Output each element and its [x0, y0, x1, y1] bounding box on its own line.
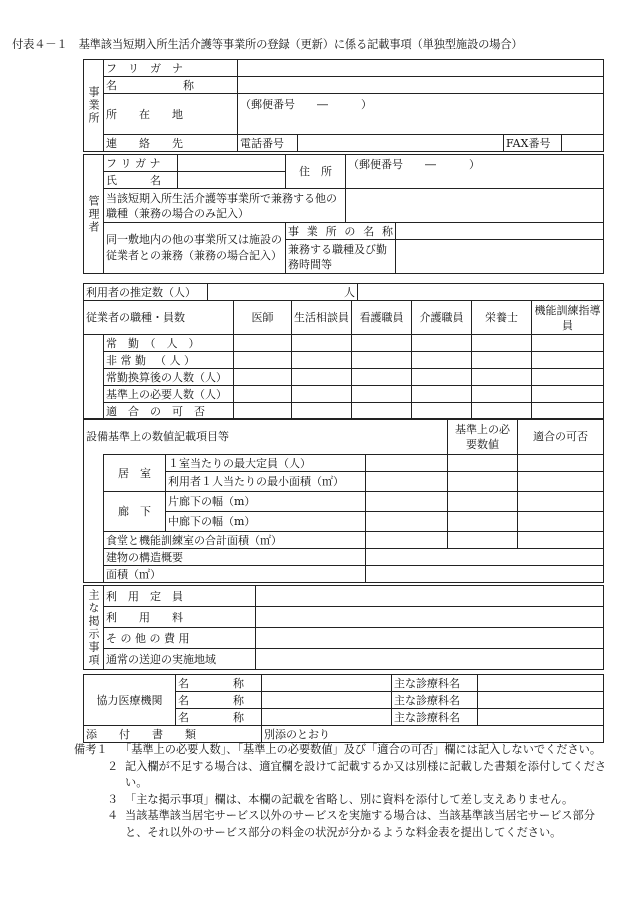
staff-col-nurse: 看護職員 — [352, 301, 412, 335]
remark-text: 「基準上の必要人数」、「基準上の必要数値」及び「適合の可否」欄には記入しないでください。 — [120, 743, 602, 756]
staff-cell[interactable] — [352, 386, 412, 403]
users-table — [83, 283, 604, 301]
facility-cell[interactable] — [366, 472, 448, 492]
staff-cell[interactable] — [532, 335, 604, 352]
manager-name-label: 氏 名 — [104, 172, 178, 189]
facility-cell[interactable] — [448, 455, 518, 472]
facility-required-header: 基準上の必要数値 — [448, 419, 518, 455]
facility-area: 面積（㎡） — [104, 566, 366, 583]
manager-job-hours-label: 兼務する職種及び勤務時間等 — [286, 240, 396, 274]
staff-cell[interactable] — [352, 403, 412, 420]
staff-col-trainer: 機能訓練指導員 — [532, 301, 604, 335]
facility-corridor-label: 廊 下 — [104, 492, 166, 532]
notice-transport-field[interactable] — [256, 649, 604, 670]
staff-cell[interactable] — [472, 403, 532, 420]
users-estimate-unit: 人 — [344, 285, 355, 299]
medical-name-field[interactable] — [262, 692, 392, 709]
office-phone-field[interactable] — [298, 135, 504, 152]
staff-cell[interactable] — [234, 335, 292, 352]
notices-section-label: 主な掲示事項 — [84, 586, 104, 670]
staff-col-doctor: 医師 — [234, 301, 292, 335]
notice-other-costs-label: そ の 他 の 費 用 — [104, 628, 256, 649]
manager-concurrent-job-label: 当該短期入所生活介護等事業所で兼務する他の職種（兼務の場合のみ記入） — [104, 189, 346, 223]
remark-item — [79, 808, 614, 841]
manager-furigana-field[interactable] — [178, 155, 286, 172]
medical-dept-field[interactable] — [478, 675, 604, 692]
facility-conformity-header: 適合の可否 — [518, 419, 604, 455]
medical-dept-label: 主な診療科名 — [392, 675, 478, 692]
medical-name-label: 名 称 — [176, 709, 262, 726]
office-contact-label: 連 絡 先 — [104, 135, 238, 152]
facility-room-label: 居 室 — [104, 455, 166, 492]
staff-cell[interactable] — [234, 403, 292, 420]
staff-row-required: 基準上の必要人数（人） — [104, 386, 234, 403]
notice-fee-field[interactable] — [256, 607, 604, 628]
staff-cell[interactable] — [352, 369, 412, 386]
remark-item — [74, 742, 609, 759]
remark-number: ２ — [107, 759, 119, 773]
staff-cell[interactable] — [234, 352, 292, 369]
remark-number: 備考１ — [74, 743, 108, 756]
attachments-value: 別添のとおり — [262, 726, 604, 743]
staff-row-fte: 常勤換算後の人数（人） — [104, 369, 234, 386]
staff-cell[interactable] — [234, 369, 292, 386]
staff-cell[interactable] — [292, 403, 352, 420]
facility-area-field[interactable] — [366, 566, 604, 583]
office-name-label: 名 称 — [104, 77, 238, 94]
staff-cell[interactable] — [352, 352, 412, 369]
facility-corridor-middle: 中廊下の幅（m） — [166, 512, 366, 532]
staff-table — [83, 300, 604, 420]
facility-room-area: 利用者１人当たりの最小面積（㎡） — [166, 472, 366, 492]
facility-cell[interactable] — [366, 532, 448, 549]
users-estimate-label: 利用者の推定数（人） — [84, 284, 208, 301]
document-title: 付表４－１ 基準該当短期入所生活介護等事業所の登録（更新）に係る記載事項（単独型施設の場合） — [12, 38, 523, 51]
facility-cell[interactable] — [518, 472, 604, 492]
facility-cell[interactable] — [366, 455, 448, 472]
facility-cell[interactable] — [448, 532, 518, 549]
office-furigana-label: フ リ ガ ナ — [104, 60, 238, 77]
facility-cell[interactable] — [518, 532, 604, 549]
office-furigana-field[interactable] — [238, 60, 604, 77]
medical-label: 協力医療機関 — [84, 675, 176, 726]
staff-row-conformity: 適 合 の 可 否 — [104, 403, 234, 420]
notice-transport-label: 通常の送迎の実施地域 — [104, 649, 256, 670]
staff-col-caregiver: 介護職員 — [412, 301, 472, 335]
staff-col-dietitian: 栄養士 — [472, 301, 532, 335]
facility-cell[interactable] — [448, 492, 518, 512]
facility-structure-field[interactable] — [366, 549, 604, 566]
staff-cell[interactable] — [292, 335, 352, 352]
remark-text: 記入欄が不足する場合は、適宜欄を設けて記載するか又は別様に記載した書類を添付してください。 — [125, 759, 607, 789]
notice-other-costs-field[interactable] — [256, 628, 604, 649]
notice-capacity-label: 利 用 定 員 — [104, 586, 256, 607]
notice-capacity-field[interactable] — [256, 586, 604, 607]
remark-number: ３ — [107, 792, 119, 806]
staff-label: 従業者の職種・員数 — [84, 301, 234, 335]
facility-cell[interactable] — [366, 512, 448, 532]
manager-address-label: 住 所 — [286, 155, 346, 189]
staff-cell[interactable] — [412, 386, 472, 403]
remark-number: ４ — [107, 809, 119, 822]
staff-cell[interactable] — [412, 352, 472, 369]
staff-cell[interactable] — [352, 335, 412, 352]
facility-dining-area: 食堂と機能訓練室の合計面積（㎡） — [104, 532, 366, 549]
facility-cell[interactable] — [448, 512, 518, 532]
staff-row-parttime: 非 常 勤 （ 人 ） — [104, 352, 234, 369]
manager-table — [83, 154, 604, 274]
facility-corridor-single: 片廊下の幅（m） — [166, 492, 366, 512]
attachments-table — [83, 725, 604, 743]
manager-job-hours-field[interactable] — [396, 240, 604, 274]
manager-other-business-label: 同一敷地内の他の事業所又は施設の従業者との兼務（兼務の場合記入） — [104, 223, 286, 274]
medical-name-label: 名 称 — [176, 692, 262, 709]
facility-structure: 建物の構造概要 — [104, 549, 366, 566]
staff-cell[interactable] — [472, 335, 532, 352]
medical-dept-label: 主な診療科名 — [392, 709, 478, 726]
notices-table — [83, 585, 604, 670]
facility-cell[interactable] — [448, 472, 518, 492]
manager-furigana-label: フ リ ガ ナ — [104, 155, 178, 172]
manager-business-name-label: 事業所の名称 — [286, 223, 396, 240]
office-section-label: 事業所 — [84, 60, 104, 152]
staff-cell[interactable] — [412, 403, 472, 420]
staff-cell[interactable] — [412, 369, 472, 386]
remark-item — [79, 792, 614, 809]
staff-cell[interactable] — [412, 335, 472, 352]
manager-section-label: 管理者 — [84, 155, 104, 274]
office-postal-code: （郵便番号 ― ） — [240, 98, 372, 111]
staff-col-counselor: 生活相談員 — [292, 301, 352, 335]
office-name-field[interactable] — [238, 77, 604, 94]
staff-cell[interactable] — [532, 403, 604, 420]
staff-row-fulltime: 常 勤 （ 人 ） — [104, 335, 234, 352]
manager-business-name-field[interactable] — [396, 223, 604, 240]
users-estimate-field[interactable] — [208, 284, 358, 301]
office-address-label: 所 在 地 — [104, 94, 238, 135]
manager-concurrent-job-field[interactable] — [346, 189, 604, 223]
staff-cell[interactable] — [234, 386, 292, 403]
manager-address-field[interactable] — [346, 155, 604, 189]
staff-cell[interactable] — [532, 352, 604, 369]
facility-cell[interactable] — [518, 492, 604, 512]
staff-cell[interactable] — [292, 352, 352, 369]
office-address-field[interactable] — [238, 94, 604, 135]
facility-cell[interactable] — [366, 492, 448, 512]
medical-dept-field[interactable] — [478, 692, 604, 709]
attachments-label: 添 付 書 類 — [84, 726, 262, 743]
medical-name-field[interactable] — [262, 709, 392, 726]
remark-text: 当該基準該当居宅サービス以外のサービスを実施する場合は、当該基準該当居宅サービス部分と、それ以外のサービス部分の料金の状況が分かるような料金表を提出してください。 — [125, 809, 595, 839]
staff-cell[interactable] — [472, 369, 532, 386]
medical-dept-label: 主な診療科名 — [392, 692, 478, 709]
medical-name-field[interactable] — [262, 675, 392, 692]
staff-cell[interactable] — [532, 369, 604, 386]
staff-cell[interactable] — [472, 386, 532, 403]
remark-item — [79, 759, 614, 792]
office-phone-label: 電話番号 — [238, 135, 298, 152]
medical-dept-field[interactable] — [478, 709, 604, 726]
staff-cell[interactable] — [292, 369, 352, 386]
office-fax-field[interactable] — [562, 135, 604, 152]
remarks — [74, 742, 614, 841]
medical-table — [83, 674, 604, 726]
staff-cell[interactable] — [472, 352, 532, 369]
facility-cell[interactable] — [518, 455, 604, 472]
facility-table — [83, 418, 604, 583]
staff-cell[interactable] — [532, 386, 604, 403]
office-fax-label: FAX番号 — [504, 135, 562, 152]
facility-room-capacity: １室当たりの最大定員（人） — [166, 455, 366, 472]
office-table — [83, 59, 604, 152]
medical-name-label: 名 称 — [176, 675, 262, 692]
notice-fee-label: 利 用 料 — [104, 607, 256, 628]
remark-text: 「主な掲示事項」欄は、本欄の記載を省略し、別に資料を添付して差し支えありません。 — [125, 792, 574, 806]
facility-cell[interactable] — [518, 512, 604, 532]
manager-postal-code: （郵便番号 ― ） — [348, 158, 480, 171]
staff-cell[interactable] — [292, 386, 352, 403]
manager-name-field[interactable] — [178, 172, 286, 189]
facility-label: 設備基準上の数値記載項目等 — [84, 419, 448, 455]
